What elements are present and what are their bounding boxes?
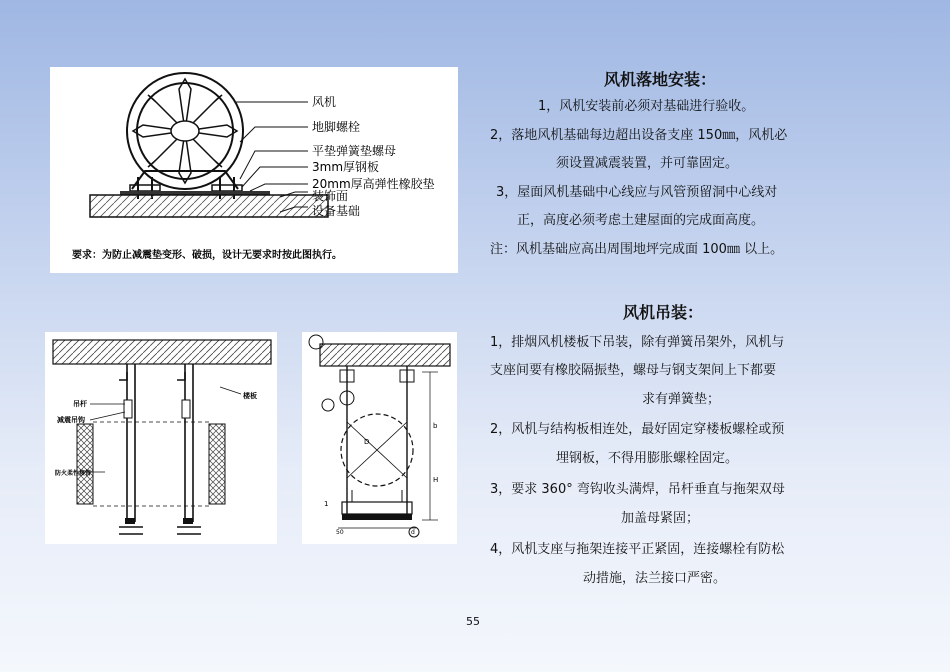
equipment-base	[90, 195, 328, 217]
suspended-fan-diagram-side	[45, 332, 277, 544]
label-steel-plate: 3mm厚钢板	[312, 160, 380, 174]
page-number: 55	[466, 615, 480, 628]
label-finish-surface: 装饰面	[312, 189, 349, 203]
suspended-line-5: 埋钢板，不得用膨胀螺栓固定。	[556, 451, 739, 466]
suspended-line-9: 动措施，法兰接口严密。	[583, 571, 727, 586]
floor-install-line-5: 正，高度必须考虑土建屋面的完成面高度。	[517, 213, 765, 228]
suspended-line-4: 2，风机与结构板相连处，最好固定穿楼板螺栓或预	[490, 422, 785, 437]
label-equipment-base: 设备基础	[312, 204, 361, 218]
label-floor-slab: 楼板	[243, 392, 257, 400]
label-fan: 风机	[312, 95, 337, 109]
label-dim-d: d	[411, 529, 415, 536]
label-flexible-connector: 防火柔性接管	[55, 470, 92, 477]
label-height-h: H	[433, 476, 439, 484]
suspended-line-7: 加盖母紧固；	[621, 511, 700, 526]
suspended-line-6: 3，要求 360° 弯钩收头满焊，吊杆垂直与拖架双母	[490, 482, 785, 497]
floor-install-line-4: 3，屋面风机基础中心线应与风管预留洞中心线对	[496, 185, 778, 200]
fig1-note: 要求：为防止减震垫变形、破损，设计无要求时按此图执行。	[72, 250, 342, 261]
label-diameter: D	[364, 438, 370, 446]
label-washer-nut: 平垫弹簧垫螺母	[312, 144, 397, 158]
label-dim-b: b	[433, 422, 438, 430]
suspended-line-1: 1，排烟风机楼板下吊装，除有弹簧吊架外，风机与	[490, 335, 785, 350]
floor-install-note: 注：风机基础应高出周围地坪完成面 100㎜ 以上。	[490, 242, 784, 257]
suspended-line-2: 支座间要有橡胶隔振垫，螺母与钢支架间上下都要	[490, 363, 777, 378]
floor-install-line-3: 须设置减震装置，并可靠固定。	[556, 156, 739, 171]
label-anchor-bolt: 地脚螺栓	[312, 120, 361, 134]
floor-slab	[53, 340, 271, 364]
label-rubber-pad: 20mm厚高弹性橡胶垫	[312, 177, 435, 191]
label-hanger-rod: 吊杆	[73, 400, 87, 408]
section-suspended-install-title: 风机吊装：	[623, 303, 704, 322]
suspended-line-3: 求有弹簧垫；	[642, 392, 721, 407]
label-dim-50: 50	[336, 529, 344, 536]
floor-install-line-1: 1，风机安装前必须对基础进行验收。	[538, 99, 755, 114]
section-floor-install-title: 风机落地安装：	[604, 70, 717, 89]
label-item-1: 1	[324, 500, 329, 508]
floor-install-line-2: 2，落地风机基础每边超出设备支座 150㎜，风机必	[490, 128, 788, 143]
label-damping-hook: 减震吊钩	[57, 416, 85, 424]
suspended-fan-diagram-front	[302, 332, 457, 544]
suspended-line-8: 4，风机支座与拖架连接平正紧固，连接螺栓有防松	[490, 542, 785, 557]
floor-fan-diagram	[50, 67, 458, 273]
flexible-connector-right	[209, 424, 225, 504]
flexible-connector-left	[77, 424, 93, 504]
